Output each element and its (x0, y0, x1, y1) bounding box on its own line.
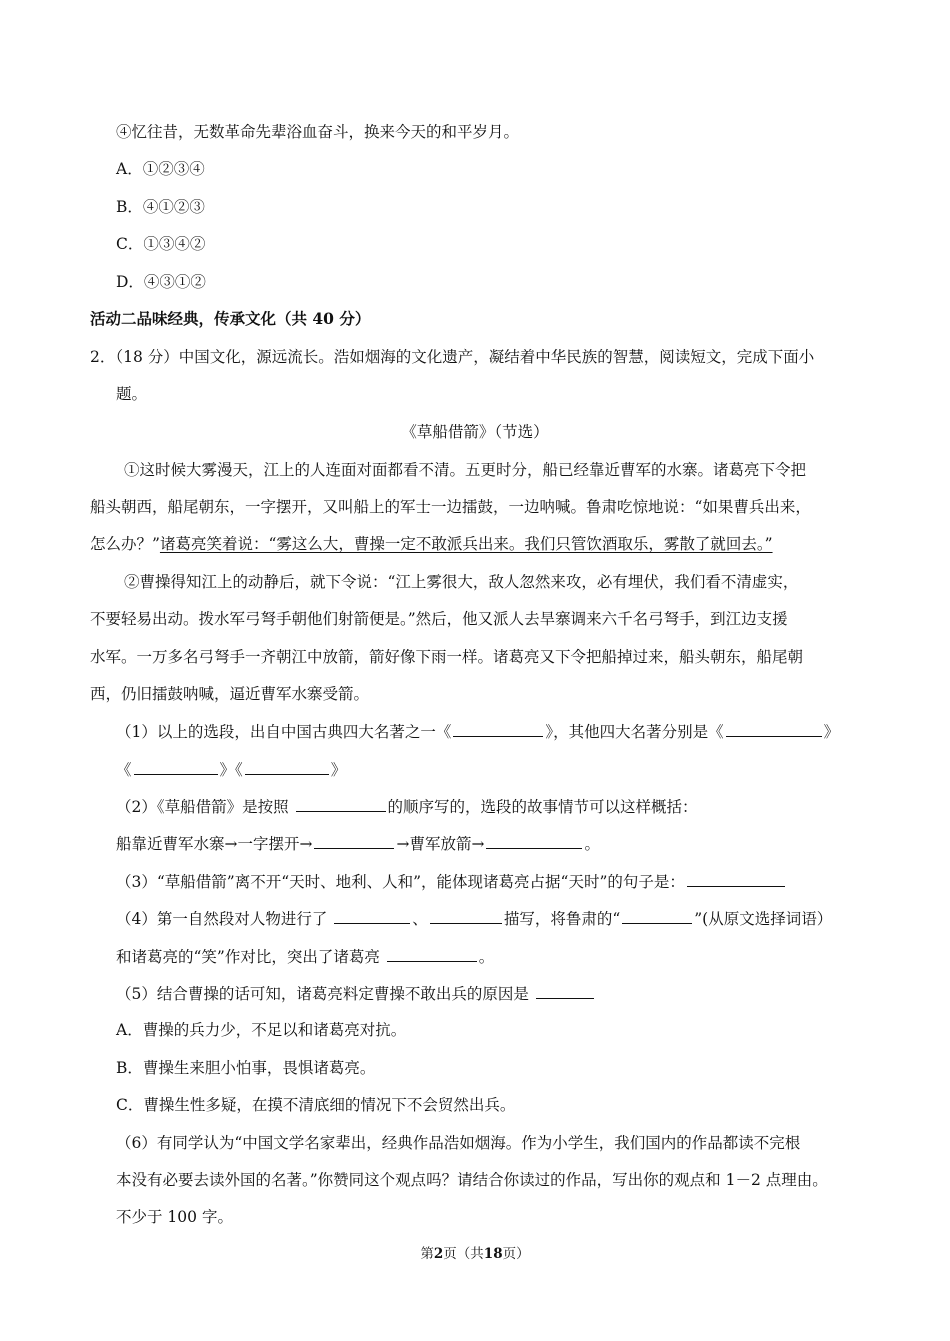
sub4-line2-a: 和诸葛亮的“笑”作对比，突出了诸葛亮 (116, 948, 385, 966)
sub4-line2-b: 。 (478, 948, 495, 966)
q1-option-b: B．④①②③ (116, 198, 205, 216)
sub1-text-c: 》 (823, 723, 840, 741)
q2-intro-line-1: 2．（18 分）中国文化，源远流长。浩如烟海的文化遗产，凝结着中华民族的智慧，阅读短文，完成下面小 (90, 348, 815, 366)
q1-option-a: A．①②③④ (116, 160, 205, 178)
footer-page-number: 2 (433, 1246, 444, 1262)
footer-middle: 页（共 (443, 1246, 484, 1262)
answer-blank-reason[interactable] (536, 982, 594, 999)
para1-line-3-plain: 怎么办？” (90, 535, 160, 553)
para1-line-1: ①这时候大雾漫天，江上的人连面对面都看不清。五更时分，船已经靠近曹军的水寨。诸葛亮下令把 (124, 461, 807, 479)
answer-blank-plot-2[interactable] (486, 832, 582, 849)
sub1-line-2 (116, 758, 346, 781)
answer-blank-description-1[interactable] (334, 907, 410, 924)
para1-line-2: 船头朝西，船尾朝东，一字摆开，又叫船上的军士一边擂鼓，一边呐喊。鲁肃吃惊地说：“如果曹兵出来， (90, 498, 811, 516)
para2-line-3: 水军。一万多名弓弩手一齐朝江中放箭，箭好像下雨一样。诸葛亮又下令把船掉过来，船头朝东，船尾朝 (90, 648, 804, 666)
sub4-text-b: 、 (412, 910, 428, 928)
sub1-text-a: （1）以上的选段，出自中国古典四大名著之一《 (116, 723, 452, 741)
answer-blank-trait[interactable] (387, 945, 477, 962)
sub2-line2-a: 船靠近曹军水寨→一字摆开→ (116, 835, 313, 853)
sub4-text-a: （4）第一自然段对人物进行了 (116, 910, 333, 928)
answer-blank-plot-1[interactable] (314, 832, 394, 849)
sub4-line-2 (116, 945, 494, 968)
sub5-line (116, 982, 596, 1005)
section-heading: 活动二品味经典，传承文化（共 40 分） (90, 309, 371, 328)
sub6-line-2: 本没有必要去读外国的名著。”你赞同这个观点吗？请结合你读过的作品，写出你的观点和 1－2 点理由。 (116, 1171, 828, 1189)
answer-blank-book-2[interactable] (726, 720, 822, 737)
sub4-text-d: ”(从原文选择词语） (694, 910, 833, 928)
sub1-line2-b: 》《 (219, 761, 243, 779)
sub4-text-c: 描写，将鲁肃的“ (503, 910, 621, 928)
sub1-line-1 (116, 720, 839, 743)
q1-option-d: D．④③①② (116, 273, 206, 291)
sub5-option-a: A．曹操的兵力少，不足以和诸葛亮对抗。 (116, 1021, 407, 1039)
footer-suffix: 页） (502, 1246, 530, 1262)
para1-underlined-sentence: 诸葛亮笑着说：“雾这么大，曹操一定不敢派兵出来。我们只管饮酒取乐，雾散了就回去。” (159, 535, 773, 553)
sub5-option-c: C．曹操生性多疑，在摸不清底细的情况下不会贸然出兵。 (116, 1096, 516, 1114)
answer-blank-lusu-word[interactable] (622, 907, 692, 924)
para2-line-1: ②曹操得知江上的动静后，就下令说：“江上雾很大，敌人忽然来攻，必有埋伏，我们看不清虚实， (124, 573, 799, 591)
sub2-line-2 (116, 832, 600, 855)
sub5-text: （5）结合曹操的话可知，诸葛亮料定曹操不敢出兵的原因是 (116, 985, 534, 1003)
sub6-line-1: （6）有同学认为“中国文学名家辈出，经典作品浩如烟海。作为小学生，我们国内的作品都读不完根 (116, 1134, 801, 1152)
answer-blank-book-3[interactable] (134, 758, 218, 775)
answer-blank-book[interactable] (453, 720, 543, 737)
q1-item-4: ④忆往昔，无数革命先辈浴血奋斗，换来今天的和平岁月。 (116, 123, 520, 141)
sub1-line2-a: 《 (116, 761, 132, 779)
page-footer (0, 1243, 950, 1265)
sub2-line-1 (116, 795, 698, 818)
sub4-line-1 (116, 907, 832, 930)
footer-total-pages: 18 (483, 1246, 503, 1262)
q1-option-c: C．①③④② (116, 235, 206, 253)
sub5-option-b: B．曹操生来胆小怕事，畏惧诸葛亮。 (116, 1059, 376, 1077)
sub1-line2-c: 》 (330, 761, 347, 779)
para1-line-3 (90, 533, 773, 555)
sub2-line2-c: 。 (584, 835, 600, 853)
sub6-line-3: 不少于 100 字。 (116, 1208, 233, 1226)
sub1-text-b: 》，其他四大名著分别是《 (545, 723, 724, 741)
sub2-line2-b: →曹军放箭→ (396, 835, 485, 853)
answer-blank-book-4[interactable] (245, 758, 329, 775)
sub3-text: （3）“草船借箭”离不开“天时、地利、人和”，能体现诸葛亮占据“天时”的句子是： (116, 873, 685, 891)
passage-title: 《草船借箭》（节选） (401, 423, 549, 441)
para2-line-2: 不要轻易出动。拨水军弓弩手朝他们射箭便是。”然后，他又派人去旱寨调来六千名弓弩手，到江边支援 (90, 610, 788, 628)
para2-line-4: 西，仍旧擂鼓呐喊，逼近曹军水寨受箭。 (90, 685, 370, 703)
sub2-text-a: （2）《草船借箭》是按照 (116, 798, 294, 816)
sub2-text-b: 的顺序写的，选段的故事情节可以这样概括： (387, 798, 698, 816)
answer-blank-description-2[interactable] (430, 907, 502, 924)
q2-intro-line-2: 题。 (116, 385, 148, 403)
answer-blank-tianshi[interactable] (687, 870, 785, 887)
sub3-line (116, 870, 787, 893)
answer-blank-order[interactable] (296, 795, 386, 812)
footer-prefix: 第 (420, 1246, 434, 1262)
